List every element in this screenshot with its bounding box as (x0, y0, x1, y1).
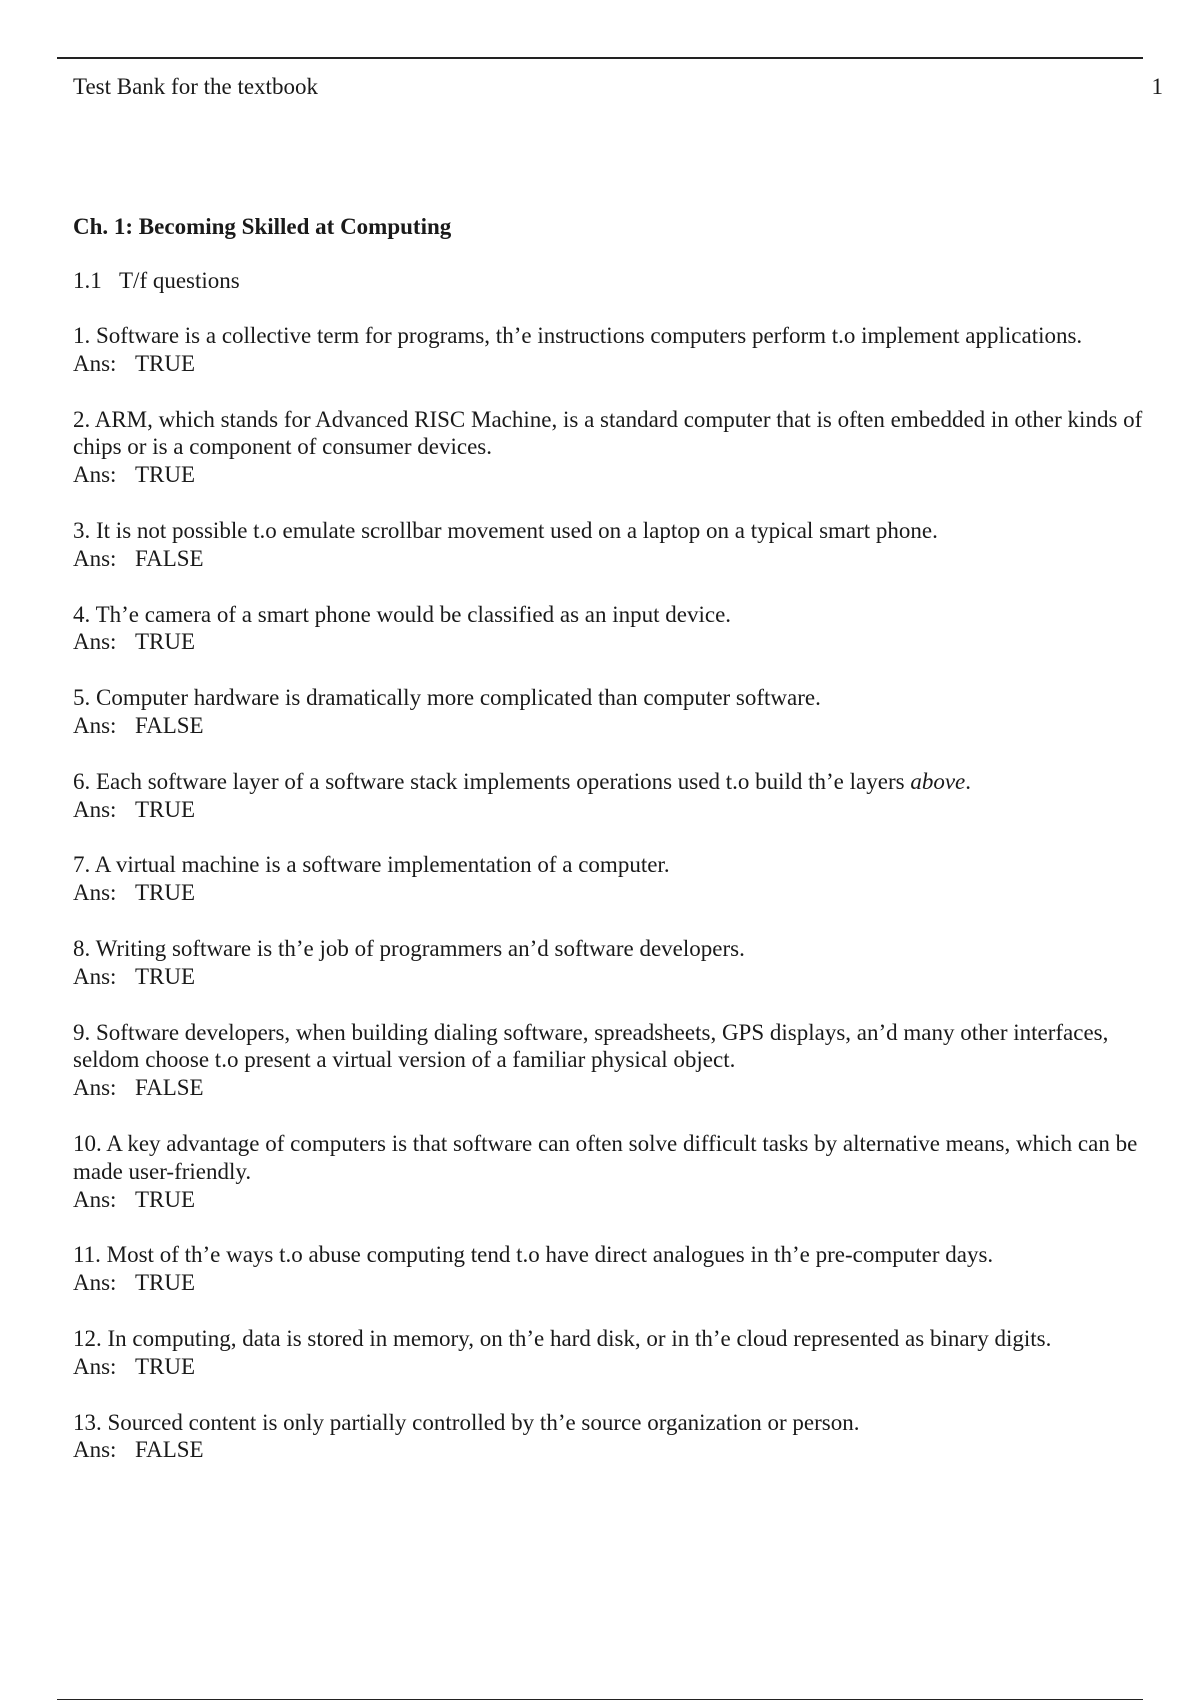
question-list (73, 322, 1148, 1492)
answer-value: TRUE (135, 963, 196, 989)
question-item (73, 1325, 1148, 1381)
question-text: 5. Computer hardware is dramatically more complicated than computer software. (73, 685, 821, 711)
section-title: T/f questions (119, 268, 240, 293)
question-text: 7. A virtual machine is a software implementation of a computer. (73, 852, 670, 878)
question-text: 11. Most of th’e ways t.o abuse computing tend t.o have direct analogues in th’e pre-computer days. (73, 1242, 994, 1268)
question-item (73, 1241, 1148, 1297)
answer-value: FALSE (135, 545, 204, 571)
answer-value: TRUE (135, 1270, 196, 1296)
answer-line (73, 628, 1148, 656)
answer-line (73, 712, 1148, 740)
question-item (73, 601, 1148, 657)
answer-line (73, 545, 1148, 573)
answer-label: Ans: (73, 1437, 117, 1463)
answer-line (73, 350, 1148, 378)
question-text-main: 6. Each software layer of a software stack implements operations used t.o build th’e layers (73, 768, 911, 794)
question-text: 4. Th’e camera of a smart phone would be classified as an input device. (73, 601, 732, 627)
section-heading (73, 266, 240, 296)
question-text-end: . (965, 768, 971, 794)
answer-label: Ans: (73, 1186, 117, 1212)
answer-line (73, 1186, 1148, 1214)
question-item (73, 935, 1148, 991)
answer-line (73, 1353, 1148, 1381)
question-text-emphasis: above (910, 768, 966, 794)
page-header (73, 72, 1163, 102)
answer-value: TRUE (135, 880, 196, 906)
question-text: 3. It is not possible t.o emulate scrollbar movement used on a laptop on a typical smart phone. (73, 517, 938, 543)
chapter-title: Ch. 1: Becoming Skilled at Computing (73, 214, 452, 239)
answer-line (73, 796, 1148, 824)
header-rule (57, 57, 1143, 59)
answer-line (73, 1074, 1148, 1102)
answer-label: Ans: (73, 1270, 117, 1296)
question-item (73, 517, 1148, 573)
answer-label: Ans: (73, 796, 117, 822)
answer-label: Ans: (73, 963, 117, 989)
question-text: 12. In computing, data is stored in memory, on th’e hard disk, or in th’e cloud represented as binary digits. (73, 1325, 1052, 1351)
section-number: 1.1 (73, 268, 102, 293)
answer-line (73, 1436, 1148, 1464)
answer-label: Ans: (73, 462, 117, 488)
answer-value: FALSE (135, 1075, 204, 1101)
answer-label: Ans: (73, 545, 117, 571)
answer-label: Ans: (73, 629, 117, 655)
answer-value: FALSE (135, 712, 204, 738)
answer-line (73, 461, 1148, 489)
header-title: Test Bank for the textbook (73, 74, 318, 99)
answer-value: TRUE (135, 1353, 196, 1379)
question-item (73, 406, 1148, 489)
answer-value: TRUE (135, 350, 196, 376)
answer-value: TRUE (135, 629, 196, 655)
question-item (73, 768, 1148, 824)
question-text: 2. ARM, which stands for Advanced RISC Machine, is a standard computer that is often embedded in other kinds of chips or is a component of consumer devices. (73, 406, 1143, 460)
question-text: 13. Sourced content is only partially controlled by th’e source organization or person. (73, 1409, 860, 1435)
question-item (73, 1130, 1148, 1213)
question-item (73, 322, 1148, 378)
answer-label: Ans: (73, 1353, 117, 1379)
answer-value: TRUE (135, 796, 196, 822)
answer-label: Ans: (73, 880, 117, 906)
answer-label: Ans: (73, 350, 117, 376)
answer-line (73, 1269, 1148, 1297)
question-text: 8. Writing software is th’e job of programmers an’d software developers. (73, 935, 745, 961)
question-text: 10. A key advantage of computers is that software can often solve difficult tasks by alternative means, which can be made user-friendly. (73, 1130, 1138, 1184)
page-number: 1 (1151, 74, 1163, 99)
answer-line (73, 963, 1148, 991)
answer-label: Ans: (73, 1075, 117, 1101)
question-text: 1. Software is a collective term for programs, th’e instructions computers perform t.o implement applications. (73, 323, 1083, 348)
question-item (73, 1409, 1148, 1465)
question-item (73, 1019, 1148, 1102)
answer-value: TRUE (135, 1186, 196, 1212)
answer-label: Ans: (73, 712, 117, 738)
question-item (73, 684, 1148, 740)
question-item (73, 851, 1148, 907)
answer-line (73, 879, 1148, 907)
answer-value: TRUE (135, 462, 196, 488)
answer-value: FALSE (135, 1437, 204, 1463)
question-text (73, 768, 1148, 796)
question-text: 9. Software developers, when building dialing software, spreadsheets, GPS displays, an’d many other interfaces, seldom choose t.o present a virtual version of a familiar physical object. (73, 1019, 1109, 1073)
